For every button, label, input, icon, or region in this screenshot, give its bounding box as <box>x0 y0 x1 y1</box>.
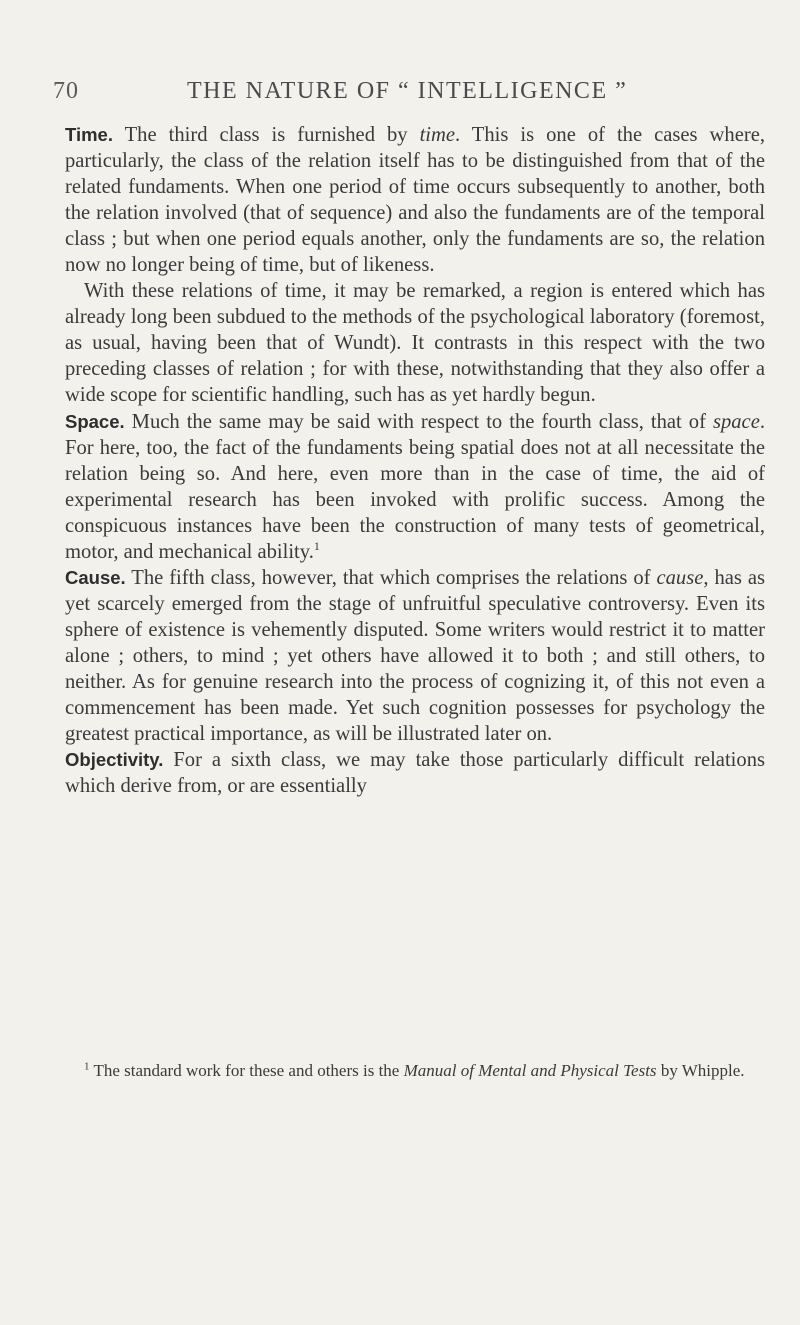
paragraph-text: . For here, too, the fact of the fundaments being spatial does not at all necessitate the relation being so. And here, even more than in the case of time, the aid of experimental research has been invoked with prolific success. Among the conspicuous instances have been the construction of many tests of geometrical, motor, and mechanical ability. <box>65 410 765 563</box>
paragraph-text: , has as yet scarcely emerged from the stage of unfruitful speculative controversy. Even its sphere of existence is vehemently disputed. Some writers would restrict it to matter alone ; others, to mind ; yet others have allowed it to both ; and still others, to neither. As for genuine research into the process of cognizing it, of this not even a commencement has been made. Yet such cognition possesses for psychology the greatest practical importance, as will be illustrated later on. <box>65 566 765 746</box>
paragraph-text: The third class is furnished by <box>112 124 420 146</box>
paragraph-text: With these relations of time, it may be remarked, a region is entered which has already long been subdued to the methods of the psychological laboratory (foremost, as usual, having been that of Wundt). It contrasts in this respect with the two preceding classes of relation ; for with these, notwithstanding that they also offer a wide scope for scientific handling, such has as yet hardly begun. <box>65 280 765 407</box>
footnote-book-title: Manual of Mental and Physical Tests <box>403 1061 657 1080</box>
footnote-marker: 1 <box>84 1060 90 1073</box>
paragraph-text: For a sixth class, we may take those particularly difficult relations which derive from, or are essentially <box>65 749 765 798</box>
running-head <box>53 0 765 104</box>
body-text <box>65 122 765 799</box>
paragraph <box>65 278 765 408</box>
paragraph <box>65 747 765 799</box>
section-heading: Space. <box>65 410 125 432</box>
page-number: 70 <box>53 78 79 104</box>
paragraph-text: Much the same may be said with respect to the fourth class, that of <box>124 410 713 433</box>
paragraph-text: . This is one of the cases where, particularly, the class of the relation itself has to be distinguished from that of the related fundaments. When one period of time occurs subsequently to another, both the relation involved (that of sequence) and also the fundaments are of the temporal class ; but when one period equals another, only the fundaments are so, the relation now no longer being of time, but of likeness. <box>65 124 765 277</box>
footnote-text-before: The standard work for these and others is the <box>89 1061 404 1080</box>
section-heading: Cause. <box>65 566 126 588</box>
footnote <box>65 1060 765 1081</box>
footnote-reference: 1 <box>313 538 320 553</box>
footnote-text-after: by Whipple. <box>656 1061 745 1080</box>
section-heading: Time. <box>65 124 113 145</box>
italic-term: space <box>712 410 760 433</box>
paragraph-text: The fifth class, however, that which comprises the relations of <box>125 566 657 589</box>
running-title: THE NATURE OF “ INTELLIGENCE ” <box>187 78 628 104</box>
paragraph <box>65 565 765 747</box>
italic-term: time <box>419 124 456 146</box>
paragraph <box>65 122 765 278</box>
book-page <box>53 0 765 1080</box>
italic-term: cause <box>656 566 704 589</box>
section-heading: Objectivity. <box>65 749 164 771</box>
paragraph <box>65 409 765 565</box>
